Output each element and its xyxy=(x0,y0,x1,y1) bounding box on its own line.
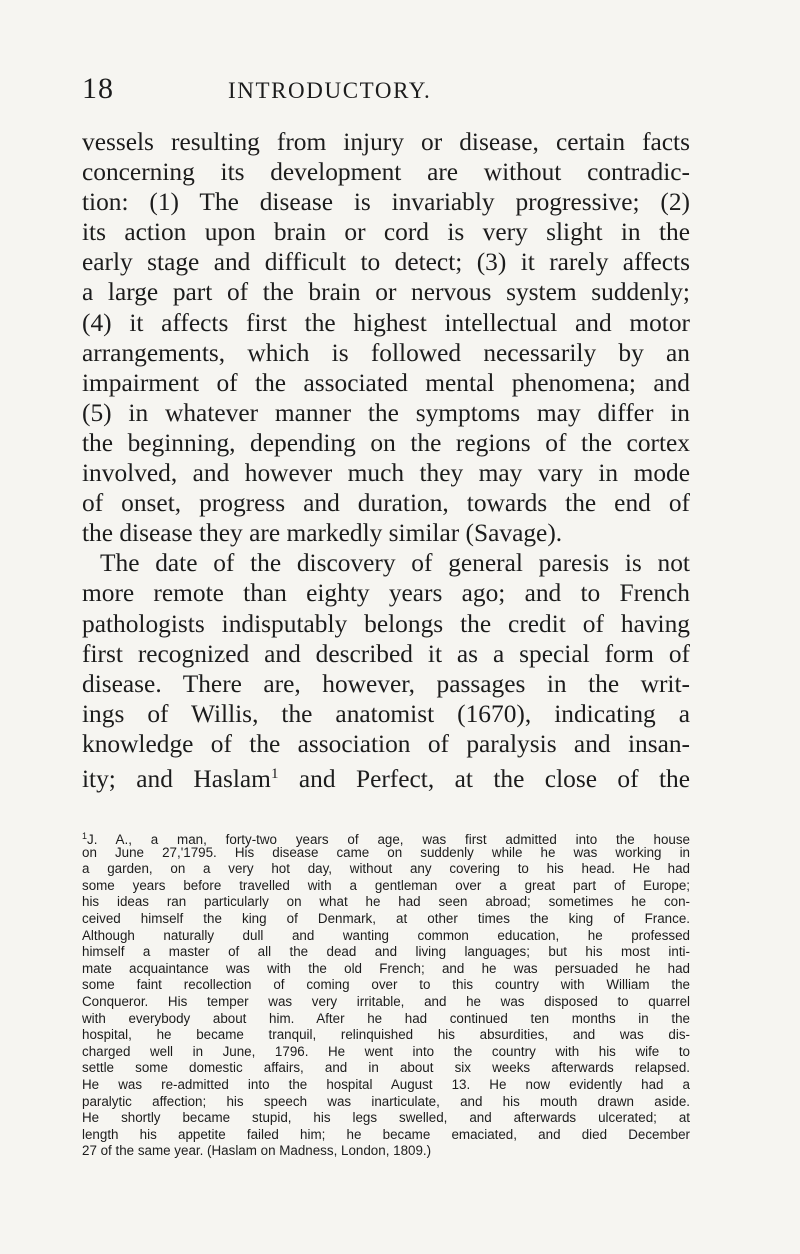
text-line: tion: (1) The disease is invariably progressive; (2) xyxy=(82,188,690,217)
footnote-line: some faint recollection of coming over to this country with William the xyxy=(82,977,690,993)
footnote-line: Although naturally dull and wanting common education, he professed xyxy=(82,927,690,943)
footnote-line: mate acquaintance was with the old French; and he was persuaded he had xyxy=(82,960,690,976)
footnote-line: with everybody about him. After he had continued ten months in the xyxy=(82,1010,690,1026)
footnote-line: himself a master of all the dead and living languages; but his most inti- xyxy=(82,944,690,960)
text-line: a large part of the brain or nervous system suddenly; xyxy=(82,278,690,307)
text-line: involved, and however much they may vary in mode xyxy=(82,459,690,488)
text-line: the beginning, depending on the regions of the cortex xyxy=(82,428,690,457)
text-line: (5) in whatever manner the symptoms may differ in xyxy=(82,398,690,427)
text-line: The date of the discovery of general paresis is not xyxy=(100,549,690,578)
text-line: the disease they are markedly similar (Savage). xyxy=(82,519,563,548)
text-line: its action upon brain or cord is very slight in the xyxy=(82,218,690,247)
footnote-line: a garden, on a very hot day, without any covering to his head. He had xyxy=(82,861,690,877)
text-line: disease. There are, however, passages in the writ- xyxy=(82,669,690,698)
footnote-line: Conqueror. His temper was very irritable, and he was disposed to quarrel xyxy=(82,993,690,1009)
text-line: more remote than eighty years ago; and to French xyxy=(82,579,690,608)
footnote xyxy=(82,828,690,1160)
footnote-line: 27 of the same year. (Haslam on Madness, London, 1809.) xyxy=(82,1143,432,1159)
running-head: INTRODUCTORY. xyxy=(228,78,432,103)
text-line: early stage and difficult to detect; (3) it rarely affects xyxy=(82,248,690,277)
footnote-line: his ideas ran particularly on what he had seen abroad; sometimes he con- xyxy=(82,894,690,910)
page-number: 18 xyxy=(82,72,114,105)
text-line-with-footnote-ref xyxy=(82,759,690,793)
footnote-marker: 1 xyxy=(82,831,88,841)
text-line: knowledge of the association of paralysis and insan- xyxy=(82,729,690,758)
footnote-line: some years before travelled with a gentleman over a great part of Europe; xyxy=(82,877,690,893)
footnote-reference: 1 xyxy=(270,765,279,782)
footnote-text: J. A., a man, forty-two years of age, was first admitted into the house xyxy=(87,832,690,847)
text-line: first recognized and described it as a special form of xyxy=(82,639,690,668)
footnote-line: charged well in June, 1796. He went into the country with his wife to xyxy=(82,1043,690,1059)
text-segment: and Perfect, at the close of the xyxy=(278,764,690,793)
text-line: vessels resulting from injury or disease, certain facts xyxy=(82,128,690,156)
footnote-line: He was re-admitted into the hospital August 13. He now evidently had a xyxy=(82,1076,690,1092)
text-segment: ity; and Haslam xyxy=(82,764,271,793)
footnote-line: hospital, he became tranquil, relinquished his absurdities, and was dis- xyxy=(82,1027,690,1043)
text-line: pathologists indisputably belongs the credit of having xyxy=(82,609,690,638)
main-text xyxy=(82,127,690,793)
footnote-line: settle some domestic affairs, and in about six weeks afterwards relapsed. xyxy=(82,1060,690,1076)
footnote-line: on June 27,'1795. His disease came on suddenly while he was working in xyxy=(82,844,690,860)
text-line: impairment of the associated mental phenomena; and xyxy=(82,368,690,397)
footnote-line xyxy=(82,828,690,845)
text-line: ings of Willis, the anatomist (1670), indicating a xyxy=(82,699,690,728)
footnote-line: He shortly became stupid, his legs swelled, and afterwards ulcerated; at xyxy=(82,1110,690,1126)
footnote-line: length his appetite failed him; he became emaciated, and died December xyxy=(82,1126,690,1142)
text-line: arrangements, which is followed necessarily by an xyxy=(82,338,690,367)
page-header xyxy=(82,72,690,106)
footnote-line: paralytic affection; his speech was inarticulate, and his mouth drawn aside. xyxy=(82,1093,690,1109)
text-line: (4) it affects first the highest intellectual and motor xyxy=(82,308,690,337)
text-line: concerning its development are without contradic- xyxy=(82,158,690,187)
text-line: of onset, progress and duration, towards the end of xyxy=(82,489,690,518)
footnote-line: ceived himself the king of Denmark, at other times the king of France. xyxy=(82,910,690,926)
